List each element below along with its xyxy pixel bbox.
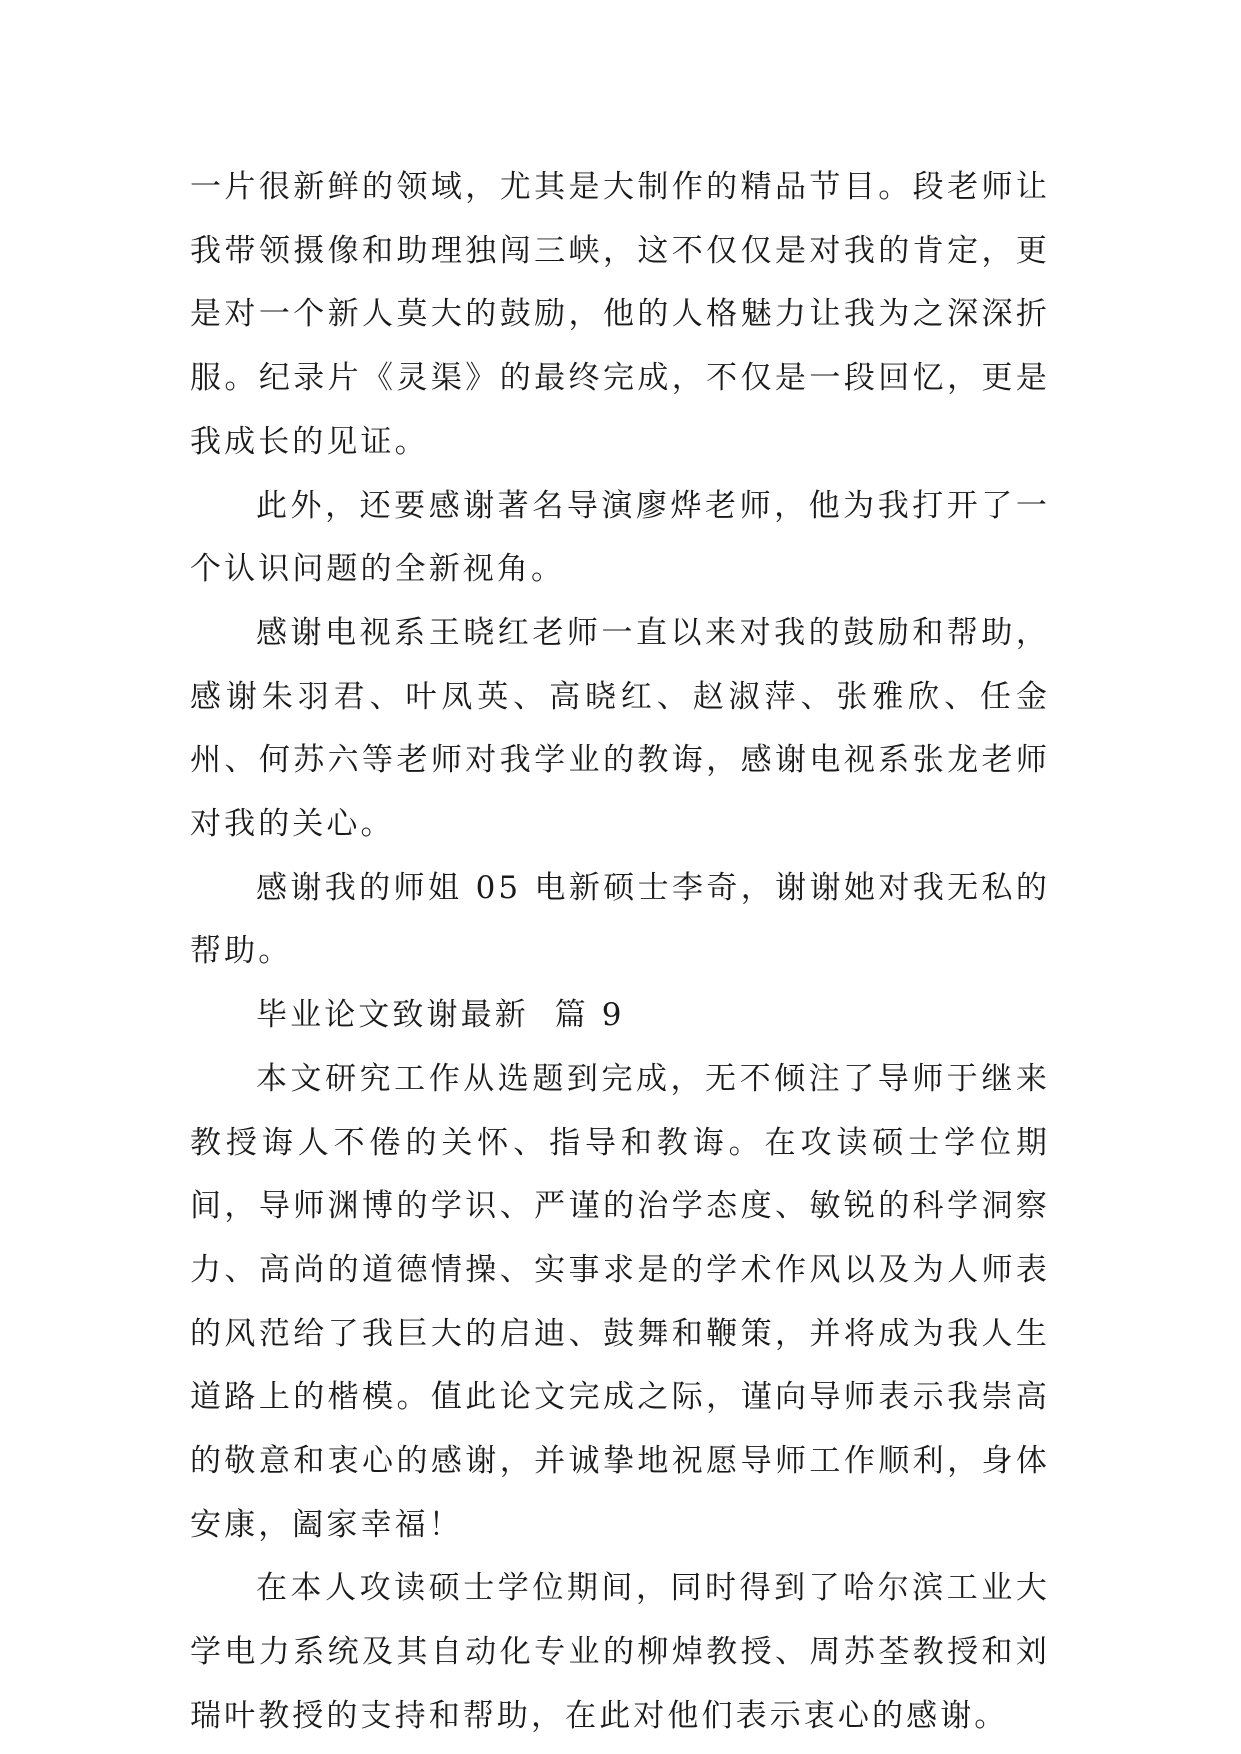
paragraph-thanks-teachers: 感谢电视系王晓红老师一直以来对我的鼓励和帮助，感谢朱羽君、叶凤英、高晓红、赵淑萍、张雅欣、任金州、何苏六等老师对我学业的教诲，感谢电视系张龙老师对我的关心。 bbox=[190, 614, 1050, 843]
paragraph-thanks-liao: 此外，还要感谢著名导演廖烨老师，他为我打开了一个认识问题的全新视角。 bbox=[190, 487, 1050, 588]
paragraph-continuation: 一片很新鲜的领域，尤其是大制作的精品节目。段老师让我带领摄像和助理独闯三峡，这不仅仅是对我的肯定，更是对一个新人莫大的鼓励，他的人格魅力让我为之深深折服。纪录片《灵渠》的最终完成，不仅是一段回忆，更是我成长的见证。 bbox=[190, 169, 1050, 460]
paragraph-thanks-advisor: 本文研究工作从选题到完成，无不倾注了导师于继来教授诲人不倦的关怀、指导和教诲。在攻读硕士学位期间，导师渊博的学识、严谨的治学态度、敏锐的科学洞察力、高尚的道德情操、实事求是的学术作风以及为人师表的风范给了我巨大的启迪、鼓舞和鞭策，并将成为我人生道路上的楷模。值此论文完成之际，谨向导师表示我崇高的敬意和衷心的感谢，并诚挚地祝愿导师工作顺利，身体安康，阖家幸福！ bbox=[190, 1060, 1050, 1543]
paragraph-thanks-professors: 在本人攻读硕士学位期间，同时得到了哈尔滨工业大学电力系统及其自动化专业的柳焯教授、周苏荃教授和刘瑞叶教授的支持和帮助，在此对他们表示衷心的感谢。 bbox=[190, 1570, 1050, 1734]
paragraph-thanks-senior: 感谢我的师姐 05 电新硕士李奇，谢谢她对我无私的帮助。 bbox=[190, 869, 1050, 970]
section-heading: 毕业论文致谢最新 篇 9 bbox=[256, 997, 625, 1034]
document-body bbox=[190, 156, 1050, 1749]
